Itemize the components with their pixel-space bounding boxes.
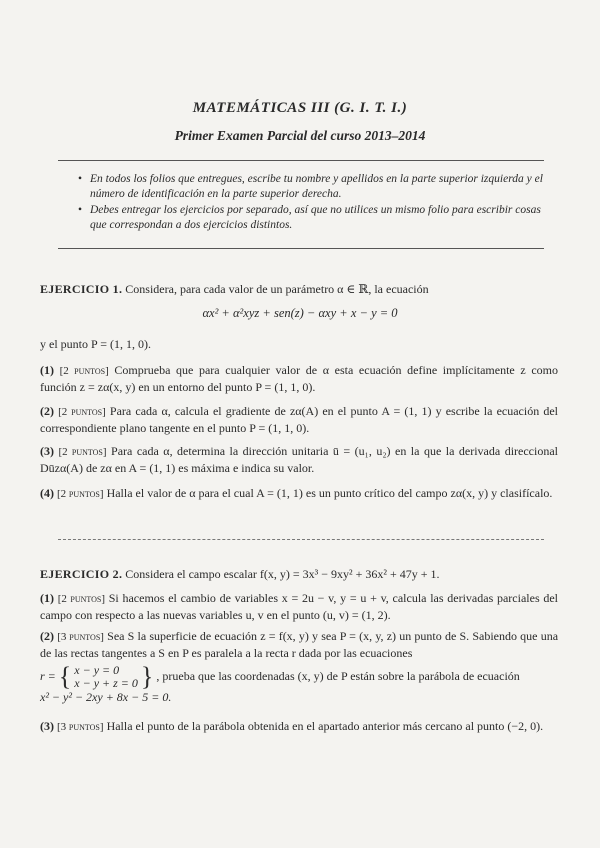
instruction-item: • Debes entregar los ejercicios por separado, así que no utilices un mismo folio para escribir cosas que correspondan a dos ejercicios distintos. xyxy=(78,203,548,233)
page-subtitle: Primer Examen Parcial del curso 2013–2014 xyxy=(174,128,426,143)
exercise-1-part-2: (2) [2 puntos] Para cada α, calcula el gradiente de zα(A) en el punto A = (1, 1) y escribe la ecuación del correspondiente plano tangente en el punto P = (1, 1, 0). xyxy=(40,404,558,435)
exercise-2-part-2: (2) [3 puntos] Sea S la superficie de ecuación z = f(x, y) y sea P = (x, y, z) un punto de S. Sabiendo que una de las rectas tangentes a S en P es paralela a la recta r dada por las ecuaciones xyxy=(40,629,559,660)
instructions-list xyxy=(78,172,548,234)
exercise-2-part-3: (3) [3 puntos] Halla el punto de la parábola obtenida en el apartado anterior más cercano al punto (−2, 0). xyxy=(40,719,544,733)
left-brace-icon: { xyxy=(58,662,72,691)
exercise-2-heading: EJERCICIO 2. xyxy=(40,567,123,581)
right-brace-icon: } xyxy=(140,662,154,691)
instruction-item: • En todos los folios que entregues, escribe tu nombre y apellidos en la parte superior izquierda y el número de identificación en la parte superior derecha. xyxy=(78,172,548,202)
exercise-1-part-3: (3) [2 puntos] Para cada α, determina la dirección unitaria ū = (u₁, u₂) en la que la derivada direccional Dūzα(A) de zα en A = (1, 1) es máxima e indica su valor. xyxy=(40,444,558,475)
exercise-1-heading: EJERCICIO 1. xyxy=(40,282,123,296)
divider xyxy=(58,160,544,161)
exercise-1-part-4: (4) [2 puntos] Halla el valor de α para el cual A = (1, 1) es un punto crítico del campo zα(x, y) y clasifícalo. xyxy=(40,486,553,500)
exercise-1-intro xyxy=(40,281,558,297)
line-system: r = { x − y = 0 x − y + z = 0 } , prueba que las coordenadas (x, y) de P están sobre la parábola de ecuación x² − y² − 2xy + 8x − 5 = 0. xyxy=(40,662,520,704)
exercise-1-point: y el punto P = (1, 1, 0). xyxy=(40,337,151,351)
system-equations: x − y = 0 x − y + z = 0 xyxy=(74,663,138,690)
exercise-1-part-1: (1) [2 puntos] Comprueba que para cualquier valor de α esta ecuación define implícitamente z como función z = zα(x, y) en un entorno del punto P = (1, 1, 0). xyxy=(40,363,558,394)
parabola-equation: x² − y² − 2xy + 8x − 5 = 0. xyxy=(40,690,172,704)
exercise-2-intro xyxy=(40,566,558,582)
exercise-1-equation: αx² + α²xyz + sen(z) − αxy + x − y = 0 xyxy=(202,306,398,320)
exercise-2-intro-text: Considera el campo escalar f(x, y) = 3x³ − 9xy² + 36x² + 47y + 1. xyxy=(125,567,440,581)
divider xyxy=(58,248,544,249)
page-title: MATEMÁTICAS III (G. I. T. I.) xyxy=(192,100,408,116)
divider xyxy=(58,539,544,540)
exercise-1-intro-text: Considera, para cada valor de un parámetro α ∈ ℝ, la ecuación xyxy=(125,282,429,296)
exercise-2-part-1: (1) [2 puntos] Si hacemos el cambio de variables x = 2u − v, y = u + v, calcula las derivadas parciales del campo con respecto a las nuevas variables u, v en el punto (u, v) = (1, 2). xyxy=(40,591,559,622)
